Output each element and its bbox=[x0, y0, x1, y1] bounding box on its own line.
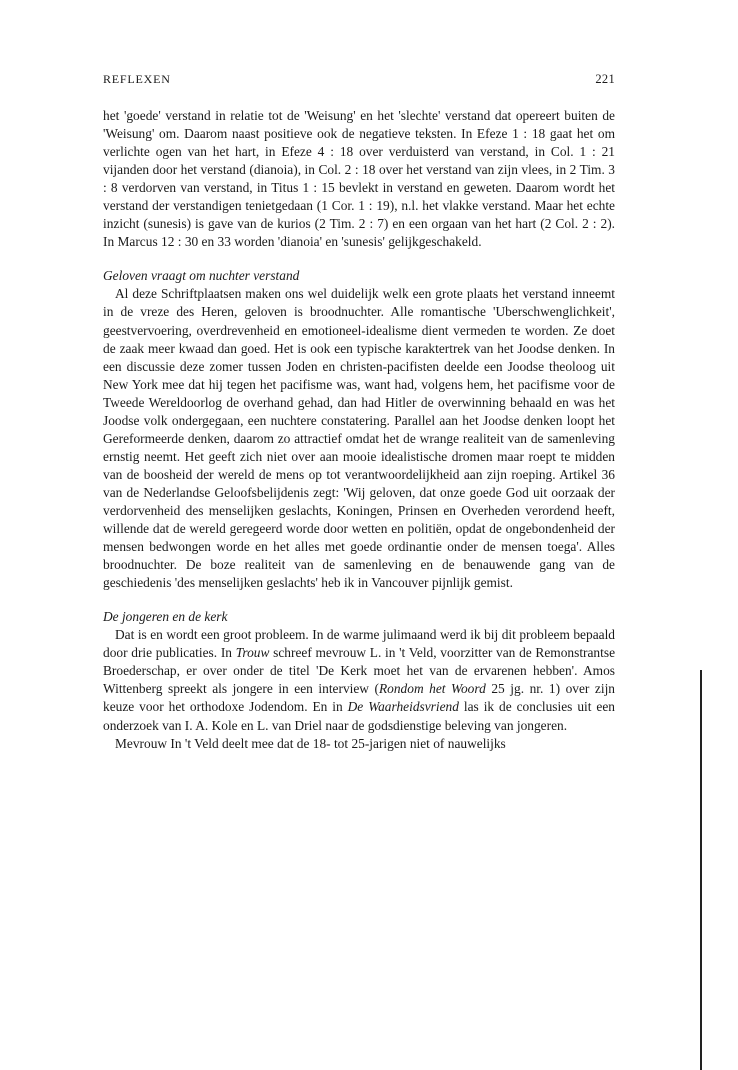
section-heading: De jongeren en de kerk bbox=[103, 609, 228, 625]
paragraph bbox=[103, 626, 615, 734]
running-title: REFLEXEN bbox=[103, 72, 171, 86]
text-run: Dat is en wordt een groot probleem. In de warme julimaand werd ik bij dit probleem bepaald door drie publicaties. In bbox=[103, 627, 615, 661]
text-run: 25 jg. nr. 1) over zijn keuze voor het orthodoxe Jodendom. En in bbox=[103, 681, 616, 715]
scan-edge-line bbox=[700, 670, 702, 1070]
section-heading: Geloven vraagt om nuchter verstand bbox=[103, 268, 300, 284]
publication-title: Trouw bbox=[235, 645, 270, 661]
page-body bbox=[103, 72, 615, 753]
paragraph: het 'goede' verstand in relatie tot de 'Weisung' en het 'slechte' verstand dat opereert buiten de 'Weisung' om. Daarom naast positieve ook de negatieve teksten. In Efeze 1 : 18 gaat het om verlichte ogen van het hart, in Efeze 4 : 18 over verduisterd van verstand, in Col. 1 : 21 vijanden door het verstand (dianoia), in Col. 2 : 18 over het verstand van zijn vlees, in 2 Tim. 3 : 8 verdorven van verstand, in Titus 1 : 15 bevlekt in verstand en geweten. Daarom wordt het verstand der verstandigen tenietgedaan (1 Cor. 1 : 19), n.l. het vlakke verstand. Maar het echte inzicht (sunesis) is gave van de kurios (2 Tim. 2 : 7) en een orgaan van het hart (2 Col. 2 : 2). In Marcus 12 : 30 en 33 worden 'dianoia' en 'sunesis' gelijkgeschakeld. bbox=[103, 108, 615, 250]
publication-title: De Waarheidsvriend bbox=[347, 699, 459, 715]
page-number: 221 bbox=[595, 72, 615, 86]
text-run: schreef mevrouw L. in 't Veld, voorzitter van de Remonstrantse Broederschap, er over onder de titel 'De Kerk moet het van de ervarenen hebben'. Amos Wittenberg spreekt als jongere in een interview ( bbox=[103, 645, 616, 697]
paragraph: Mevrouw In 't Veld deelt mee dat de 18- tot 25-jarigen niet of nauwelijks bbox=[115, 735, 506, 751]
text-run: las ik de conclusies uit een onderzoek van I. A. Kole en L. van Driel naar de godsdienstige beleving van jongeren. bbox=[103, 699, 615, 733]
publication-title: Rondom het Woord bbox=[378, 681, 486, 697]
paragraph: Al deze Schriftplaatsen maken ons wel duidelijk welk een grote plaats het verstand inneemt in de vreze des Heren, geloven is broodnuchter. Alle romantische 'Uberschwenglichkeit', geestvervoering, overdrevenheid en emotioneel-idealisme dient vermeden te worden. Ze doet de zaak meer kwaad dan goed. Het is ook een typische karaktertrek van het Joodse denken. In een discussie deze zomer tussen Joden en christen-pacifisten deelde een Joodse theoloog uit New York mee dat hij tegen het pacifisme was, want had, volgens hem, het pacifisme voor de Tweede Wereldoorlog de overhand gehad, dan had Hitler de overwinning behaald en was het Joodse volk ondergegaan, een nuchtere constatering. Parallel aan het Joodse denken loopt het Gereformeerde denken, daarom zo attractief omdat het de wrange realiteit van de samenleving ernstig neemt. Het geeft zich niet over aan mooie idealistische dromen maar roept te midden van de boosheid der wereld de mens op tot verantwoordelijkheid aan zijn roeping. Artikel 36 van de Nederlandse Geloofsbelijdenis zegt: 'Wij geloven, dat onze goede God uit oorzaak der verdorvenheid des menselijken geslachts, Koningen, Prinsen en Overheden verordend heeft, willende dat de wereld geregeerd worde door wetten en politiën, opdat de ongebondenheid der mensen bedwongen worde en het alles met goede ordinantie onder de mensen toega'. Alles broodnuchter. De boze realiteit van de samenleving en de benauwende gang van de geschiedenis 'des menselijken geslachts' heb ik in Vancouver pijnlijk gemist. bbox=[103, 286, 615, 591]
running-head bbox=[103, 72, 615, 87]
